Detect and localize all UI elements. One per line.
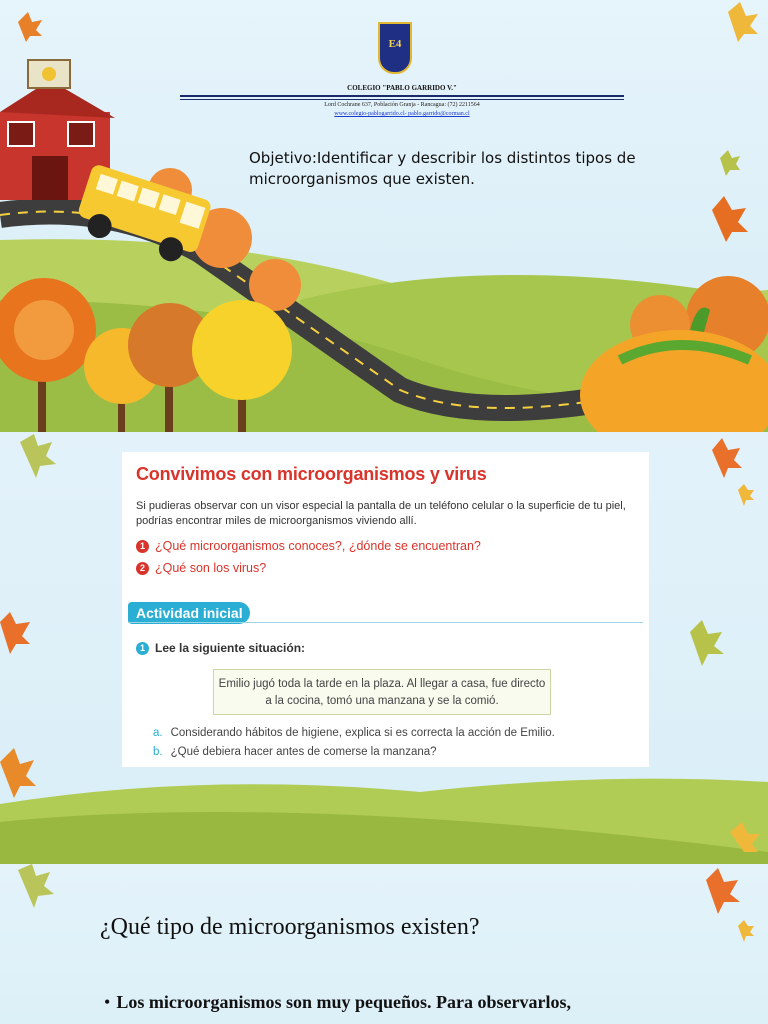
activity-divider [128,622,643,623]
header-divider [180,95,624,97]
header-divider-thin [180,99,624,100]
slide-2 [0,432,768,864]
question-number: 2 [136,562,149,575]
activity-badge: Actividad inicial [128,602,250,624]
situation-box: Emilio jugó toda la tarde en la plaza. Al llegar a casa, fue directo a la cocina, tomó una manzana y se la comió. [213,669,551,715]
slide-3-title: ¿Qué tipo de microorganismos existen? [100,914,480,940]
question-text: ¿Qué son los virus? [155,561,267,575]
question-1 [136,539,481,553]
subquestion-text: ¿Qué debiera hacer antes de comerse la manzana? [170,746,437,758]
subquestion-letter: b. [153,746,163,758]
objective-text: Objetivo:Identificar y describir los distintos tipos de microorganismos que existen. [249,149,636,188]
textbook-excerpt [122,452,649,767]
question-text: ¿Qué microorganismos conoces?, ¿dónde se encuentran? [155,539,481,553]
question-2 [136,561,266,575]
school-crest [378,22,412,74]
step-text: Lee la siguiente situación: [155,641,306,655]
step-instruction [136,641,305,655]
question-number: 1 [136,540,149,553]
subquestion-letter: a. [153,727,163,739]
slide-3 [0,864,768,1024]
book-intro: Si pudieras observar con un visor especial la pantalla de un teléfono celular o la superficie de tu piel, podrías encontrar miles de microorganismos viviendo allí. [136,500,626,527]
slide-3-bullet [104,992,664,1013]
book-title: Convivimos con microorganismos y virus [136,464,487,484]
step-number: 1 [136,642,149,655]
subquestion-text: Considerando hábitos de higiene, explica si es correcta la acción de Emilio. [170,727,555,739]
school-address: Lord Cochrane 637, Población Granja - Rancagua: (72) 2211564 [324,102,480,108]
subquestion-b [153,746,437,758]
bullet-text: Los microorganismos son muy pequeños. Para observarlos, [116,992,571,1012]
slide-1 [0,0,768,432]
school-web-link[interactable]: www.colegio-pablogarrido.cl- pablo.garrido@corman.cl [334,111,470,117]
bullet-icon: • [104,992,111,1012]
crest-text: E4 [388,38,402,50]
subquestion-a [153,727,555,739]
school-name: COLEGIO "PABLO GARRIDO V." [347,84,457,92]
